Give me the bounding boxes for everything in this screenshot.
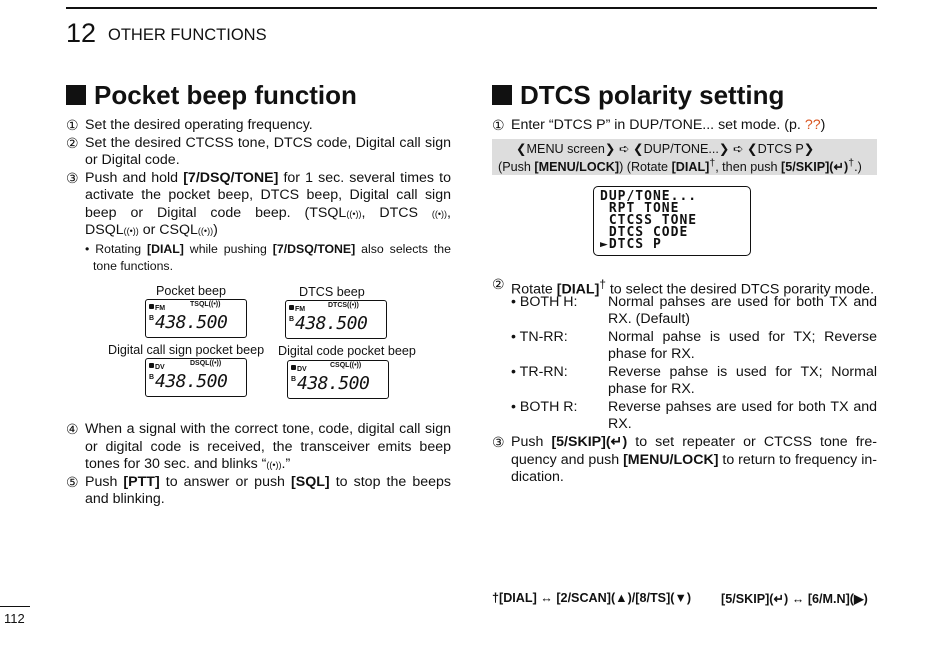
step-marker-1: ① <box>66 117 79 133</box>
signal-icon: ((•)) <box>123 226 139 236</box>
left-note-line1: • Rotating [DIAL] while pushing [7/DSQ/TONE] also selects the <box>85 242 451 256</box>
display-caption-digital-call: Digital call sign pocket beep <box>108 343 265 357</box>
signal-icon: ((•)) <box>197 226 214 236</box>
step-marker-r2: ② <box>492 276 505 292</box>
display-caption-pocket: Pocket beep <box>156 284 227 298</box>
menu-path-box <box>492 139 877 175</box>
left-step-5-line2: and blinking. <box>85 491 165 507</box>
screen-line: DTCS CODE <box>600 225 689 240</box>
mode-desc-both-h-l1: Normal pahses are used for both TX and <box>608 294 877 310</box>
display-caption-digital-code: Digital code pocket beep <box>278 344 416 358</box>
left-step-4-line2: or digital code is received, the transceiver emits beep <box>85 439 451 455</box>
mode-desc-both-h-l2: RX. (Default) <box>608 311 690 327</box>
right-step-2: Rotate [DIAL]† to select the desired DTCS porarity mode. <box>511 277 875 298</box>
lcd-digital-call-sign-beep: DV DSQL((•)) B 438.500 <box>145 358 247 397</box>
step-marker-3: ③ <box>66 170 79 186</box>
mode-label-tr-rn: • TR-RN: <box>511 364 568 380</box>
screen-line: RPT TONE <box>600 201 680 216</box>
chapter-title: OTHER FUNCTIONS <box>108 26 267 44</box>
left-step-5-line1: Push [PTT] to answer or push [SQL] to stop the beeps <box>85 474 452 490</box>
left-step-1: Set the desired operating frequency. <box>85 117 313 133</box>
mode-desc-both-r-l1: Reverse pahses are used for both TX and <box>608 399 877 415</box>
lcd-digital-code-beep: DV CSQL((•)) B 438.500 <box>287 360 389 399</box>
screen-line: CTCSS TONE <box>600 213 698 228</box>
mode-desc-both-r-l2: RX. <box>608 416 632 432</box>
display-caption-dtcs: DTCS beep <box>299 285 365 299</box>
mode-desc-tn-rr-l2: phase for RX. <box>608 346 695 362</box>
left-step-4-line1: When a signal with the correct tone, code, digital call sign <box>85 421 451 437</box>
square-bullet-icon <box>66 85 86 105</box>
screen-line: DUP/TONE... <box>600 189 698 204</box>
mode-label-both-h: • BOTH H: <box>511 294 578 310</box>
signal-icon: ((•)) <box>346 209 362 219</box>
footnote-skip: [5/SKIP](↵) ↔ [6/M.N](▶) <box>721 592 868 606</box>
header-rule <box>66 7 877 9</box>
right-step-3-line1: Push [5/SKIP](↵) to set repeater or CTCSS tone fre- <box>511 434 877 450</box>
left-step-3-line1: Push and hold [7/DSQ/TONE] for 1 sec. several times to <box>85 170 451 186</box>
mode-label-both-r: • BOTH R: <box>511 399 578 415</box>
mode-desc-tn-rr-l1: Normal pahse is used for TX; Reverse <box>608 329 877 345</box>
menu-push-instructions: (Push [MENU/LOCK]) (Rotate [DIAL]†, then push [5/SKIP](↵)†.) <box>498 157 862 175</box>
left-step-3-line3: beep or Digital code beep. (TSQL((•)), DTCS ((•)), <box>85 205 451 221</box>
chapter-number: 12 <box>66 18 97 48</box>
left-step-3-line2: activate the pocket beep, DTCS beep, Digital call sign <box>85 187 451 203</box>
step-marker-4: ④ <box>66 421 79 437</box>
lcd-dup-tone-menu <box>593 186 751 256</box>
left-step-2-line1: Set the desired CTCSS tone, DTCS code, Digital call sign <box>85 135 451 151</box>
left-step-2-line2: or Digital code. <box>85 152 180 168</box>
pocket-beep-heading: Pocket beep function <box>66 80 357 111</box>
screen-line-selected: ►DTCS P <box>600 237 662 252</box>
page-number-rule <box>0 606 30 607</box>
step-marker-r1: ① <box>492 117 505 133</box>
mode-desc-tr-rn-l2: phase for RX. <box>608 381 695 397</box>
signal-icon: ((•)) <box>266 460 282 470</box>
lcd-pocket-beep: FM TSQL((•)) B 438.500 <box>145 299 247 338</box>
footnote-dial: †[DIAL] ↔ [2/SCAN](▲)/[8/TS](▼) <box>492 591 692 605</box>
left-step-4-line3: tones for 30 sec. and blinks “((•)).” <box>85 456 291 472</box>
page-number: 112 <box>4 611 25 626</box>
dtcs-polarity-heading: DTCS polarity setting <box>492 80 784 111</box>
signal-icon: ((•)) <box>431 209 448 219</box>
lcd-dtcs-beep: FM DTCS((•)) B 438.500 <box>285 300 387 339</box>
menu-path: ❮MENU screen❯ ➪ ❮DUP/TONE...❯ ➪ ❮DTCS P❯ <box>516 142 815 156</box>
left-step-3-line4: DSQL((•)) or CSQL((•))) <box>85 222 218 238</box>
page-reference: ?? <box>804 117 821 133</box>
right-step-3-line2: quency and push [MENU/LOCK] to return to frequency in- <box>511 452 877 468</box>
step-marker-5: ⑤ <box>66 474 79 490</box>
right-step-3-line3: dication. <box>511 469 564 485</box>
left-note-line2: tone functions. <box>93 259 173 273</box>
right-step-1: Enter “DTCS P” in DUP/TONE... set mode. (p. ??) <box>511 117 826 133</box>
mode-label-tn-rr: • TN-RR: <box>511 329 568 345</box>
step-marker-r3: ③ <box>492 434 505 450</box>
mode-desc-tr-rn-l1: Reverse pahse is used for TX; Normal <box>608 364 877 380</box>
square-bullet-icon <box>492 85 512 105</box>
step-marker-2: ② <box>66 135 79 151</box>
